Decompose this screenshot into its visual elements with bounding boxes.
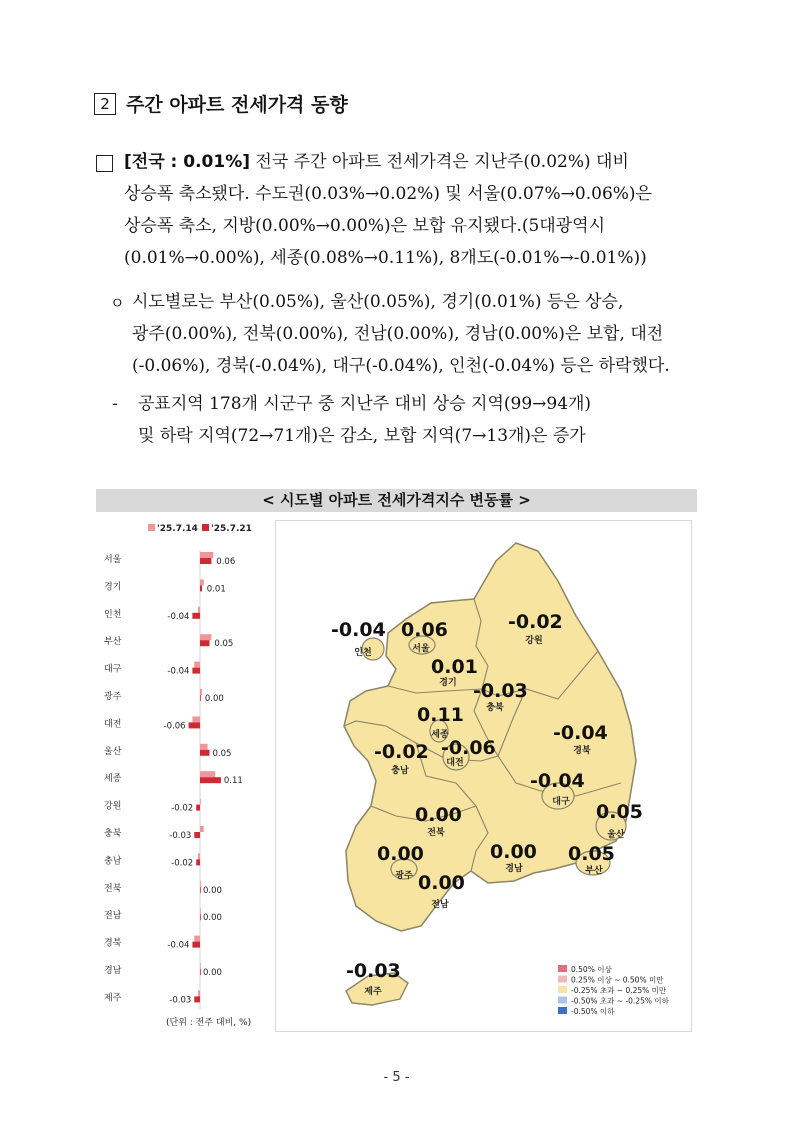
bar-curr — [192, 613, 200, 619]
legend-swatch — [558, 997, 567, 1004]
region-name: 경북 — [573, 746, 591, 756]
data-label: -0.02 — [171, 803, 194, 814]
category-label: 세종 — [104, 774, 122, 785]
region-name: 강원 — [525, 636, 543, 646]
bar-prev — [200, 771, 215, 777]
data-label: 0.00 — [203, 913, 222, 924]
legend-label: -0.50% 이하 — [571, 1007, 615, 1016]
bar-prev — [200, 799, 201, 805]
region-name: 울산 — [607, 830, 625, 840]
data-label: -0.04 — [167, 666, 190, 677]
data-label: 0.05 — [212, 748, 232, 759]
category-label: 부산 — [104, 637, 122, 648]
category-label: 서울 — [104, 555, 122, 565]
bar-chart-legend — [148, 524, 252, 534]
region-name: 대구 — [552, 797, 570, 807]
section-title: 주간 아파트 전세가격 동향 — [126, 94, 348, 116]
bar-curr — [194, 996, 200, 1002]
region-value: -0.04 — [530, 770, 585, 792]
category-label: 울산 — [104, 746, 122, 757]
region-value: -0.04 — [331, 619, 386, 641]
figure-title: < 시도별 아파트 전세가격지수 변동률 > — [96, 489, 697, 512]
data-label: -0.04 — [167, 940, 190, 951]
region-value: 0.00 — [490, 841, 537, 863]
region-value: 0.01 — [431, 656, 478, 678]
region-name: 충남 — [391, 766, 409, 776]
bar-prev — [194, 662, 200, 668]
region-value: 0.00 — [415, 804, 462, 826]
category-label: 인천 — [104, 609, 122, 620]
summary-line-3: 상승폭 축소, 지방(0.00%→0.00%)은 보합 유지됐다.(5대광역시 — [124, 216, 605, 236]
category-label: 전남 — [104, 911, 122, 922]
category-label: 대전 — [104, 719, 122, 730]
page-number: - 5 - — [383, 1070, 410, 1085]
region-value: -0.04 — [553, 722, 608, 744]
region-value: -0.02 — [508, 611, 563, 633]
bullet-marker-1: ㅇ — [110, 294, 125, 312]
bullet1-line-2: 광주(0.00%), 전북(0.00%), 전남(0.00%), 경남(0.00%)은 보합, 대전 — [132, 324, 664, 344]
region-name: 대전 — [446, 758, 464, 768]
region-name: 전북 — [427, 828, 445, 838]
bullet1-line-3: (-0.06%), 경북(-0.04%), 대구(-0.04%), 인천(-0.04%) 등은 하락했다. — [132, 356, 670, 376]
summary-line-2: 상승폭 축소됐다. 수도권(0.03%→0.02%) 및 서울(0.07%→0.06%)은 — [124, 184, 652, 204]
summary-line-1 — [124, 146, 629, 178]
region-name: 광주 — [395, 871, 413, 881]
legend-label: 0.25% 이상 ~ 0.50% 미만 — [571, 975, 664, 985]
bar-prev — [198, 853, 200, 859]
bar-curr — [200, 558, 211, 564]
region-name: 인천 — [354, 648, 372, 658]
data-label: -0.02 — [171, 858, 194, 869]
category-label: 경기 — [104, 582, 122, 593]
checkbox-icon — [96, 155, 113, 172]
bar-curr — [200, 914, 201, 920]
bar-curr — [200, 777, 221, 783]
region-value: 0.11 — [417, 704, 464, 726]
bar-curr — [196, 859, 200, 865]
legend-label: 0.50% 이상 — [571, 965, 612, 974]
region-value: 0.00 — [377, 843, 424, 865]
bar-prev — [200, 552, 213, 558]
category-label: 경남 — [104, 966, 122, 976]
data-label: 0.11 — [223, 776, 243, 787]
legend-curr-swatch — [202, 524, 209, 531]
category-label: 대구 — [104, 664, 122, 675]
bar-curr — [200, 887, 201, 893]
region-name: 세종 — [431, 730, 449, 740]
region-name: 제주 — [364, 987, 382, 997]
category-label: 경북 — [104, 938, 122, 949]
bar-curr — [192, 942, 200, 948]
region-name: 경남 — [505, 864, 523, 874]
map-legend — [558, 964, 670, 1016]
region-name: 충북 — [486, 703, 504, 713]
data-label: 0.05 — [214, 639, 234, 650]
category-label: 광주 — [104, 692, 122, 702]
bar-curr — [194, 832, 200, 838]
bar-curr — [189, 722, 200, 728]
category-label: 전북 — [104, 883, 122, 894]
region-value: -0.02 — [374, 741, 429, 763]
legend-prev-label: '25.7.14 — [157, 524, 198, 534]
region-value: -0.03 — [473, 680, 528, 702]
legend-label: -0.25% 초과 ~ 0.25% 미만 — [571, 986, 667, 995]
region-value: 0.00 — [418, 872, 465, 894]
bar-curr — [196, 805, 200, 811]
data-label: 0.01 — [206, 584, 226, 595]
legend-swatch — [558, 976, 567, 983]
bar-curr — [200, 969, 201, 975]
bar-curr — [192, 668, 200, 674]
legend-prev-swatch — [148, 524, 155, 531]
region-value: 0.06 — [401, 619, 448, 641]
region-value: 0.05 — [568, 843, 615, 865]
bar-prev — [198, 990, 200, 996]
bars-layer — [104, 550, 243, 1010]
legend-label: -0.50% 초과 ~ -0.25% 이하 — [571, 996, 669, 1006]
bar-curr — [200, 640, 210, 646]
bar-prev — [200, 634, 211, 640]
bar-prev — [192, 716, 200, 722]
region-name: 전남 — [431, 900, 449, 910]
bar-chart — [96, 518, 271, 1038]
summary-checkbox-wrap — [96, 154, 114, 172]
data-label: 0.00 — [204, 694, 224, 704]
bullet2-line-2: 및 하락 지역(72→71개)은 감소, 보합 지역(7→13개)은 증가 — [138, 426, 586, 446]
legend-swatch — [558, 1007, 567, 1014]
data-label: 0.06 — [216, 557, 236, 567]
bar-prev — [200, 963, 201, 969]
map-panel — [275, 520, 692, 1032]
bar-chart-svg — [96, 518, 271, 1038]
bar-prev — [200, 744, 208, 750]
data-label: -0.04 — [167, 611, 190, 622]
bar-prev — [200, 579, 204, 585]
section-heading — [94, 90, 348, 117]
category-label: 충북 — [104, 829, 122, 839]
bar-prev — [200, 826, 204, 832]
region-value: -0.03 — [346, 960, 401, 982]
legend-swatch — [558, 965, 567, 972]
region-value: -0.06 — [441, 737, 496, 759]
bullet2-line-1: 공표지역 178개 시군구 중 지난주 대비 상승 지역(99→94개) — [138, 394, 592, 414]
bar-prev — [200, 908, 201, 914]
data-label: -0.03 — [169, 831, 192, 841]
summary-text-1: 전국 주간 아파트 전세가격은 지난주(0.02%) 대비 — [250, 152, 629, 172]
bar-prev — [194, 936, 200, 942]
bar-prev — [200, 881, 201, 887]
korea-map — [276, 521, 691, 1031]
region-name: 경기 — [439, 678, 457, 688]
data-label: 0.00 — [203, 968, 222, 978]
bar-prev — [198, 607, 200, 613]
bullet-marker-2: - — [112, 394, 118, 414]
region-name: 부산 — [585, 866, 603, 876]
region-name: 서울 — [412, 644, 430, 654]
bar-curr — [200, 750, 210, 756]
data-label: -0.03 — [169, 995, 192, 1006]
legend-curr-label: '25.7.21 — [211, 524, 252, 534]
bar-prev — [200, 689, 202, 695]
summary-lead: [전국 : 0.01%] — [124, 152, 250, 172]
category-label: 제주 — [104, 993, 122, 1004]
summary-line-4: (0.01%→0.00%), 세종(0.08%→0.11%), 8개도(-0.01%→-0.01%)) — [124, 248, 647, 268]
unit-label: (단위 : 전주 대비, %) — [166, 1018, 252, 1028]
bullet1-line-1: 시도별로는 부산(0.05%), 울산(0.05%), 경기(0.01%) 등은 상승, — [132, 292, 624, 312]
bar-curr — [200, 695, 201, 701]
data-label: -0.06 — [163, 721, 186, 732]
data-label: 0.00 — [203, 885, 222, 896]
bar-curr — [200, 585, 202, 591]
region-value: 0.05 — [596, 801, 643, 823]
section-number: 2 — [94, 93, 116, 115]
category-label: 강원 — [104, 801, 122, 812]
category-label: 충남 — [104, 856, 122, 867]
legend-swatch — [558, 986, 567, 993]
